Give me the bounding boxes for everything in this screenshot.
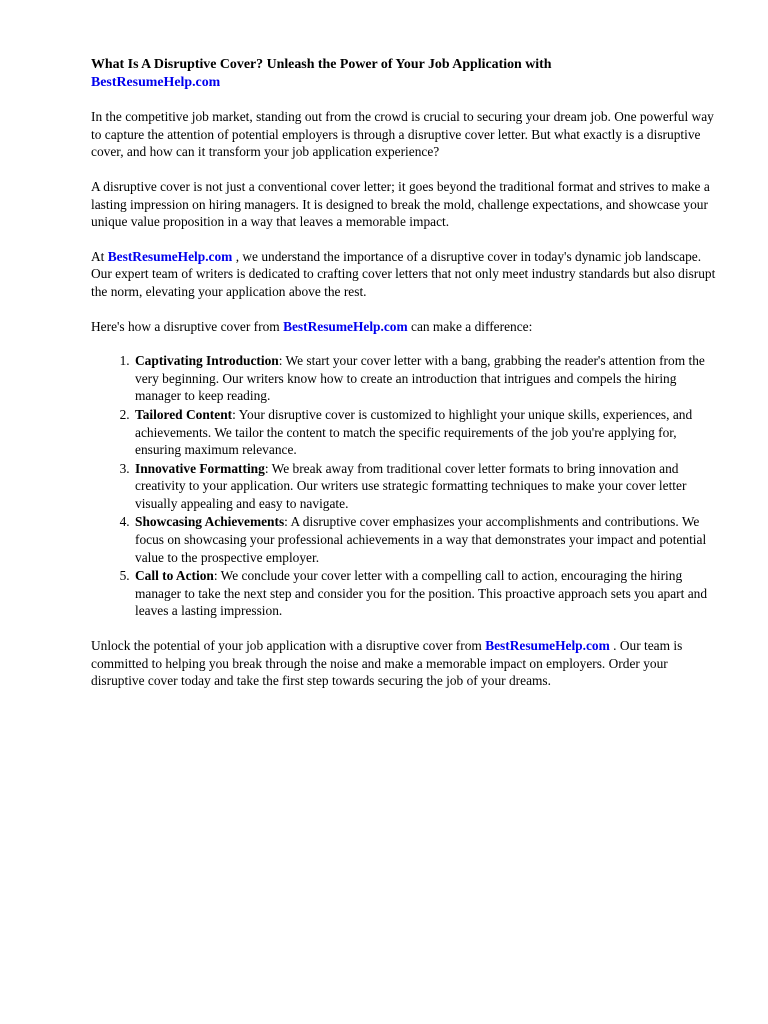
paragraph-about bbox=[91, 248, 719, 301]
paragraph-about-rest: , we understand the importance of a disruptive cover in today's dynamic job landscape. Our expert team of writers is dedicated to crafting cover letters that not only meet industry standards but also disrupt the norm, elevating your application above the rest. bbox=[91, 248, 716, 299]
list-item-showcasing-achievements bbox=[133, 513, 719, 566]
list-item-lead: Innovative Formatting bbox=[135, 460, 265, 476]
brand-link[interactable]: BestResumeHelp.com bbox=[283, 318, 408, 334]
list-item-body: : A disruptive cover emphasizes your accomplishments and contributions. We focus on showcasing your professional achievements in a way that demonstrates your impact and potential value to the prospective employer. bbox=[135, 514, 707, 565]
paragraph-closing bbox=[91, 637, 719, 690]
list-item-lead: Call to Action bbox=[135, 568, 214, 584]
paragraph-about-prefix: At bbox=[91, 248, 108, 264]
list-item-body: : We break away from traditional cover letter formats to bring innovation and creativity to your application. Our writers use strategic formatting techniques to make your cover letter visually appealing and easy to navigate. bbox=[135, 460, 687, 511]
feature-list bbox=[91, 352, 719, 620]
paragraph-list-lead-in bbox=[91, 318, 719, 336]
document-content bbox=[91, 56, 719, 690]
paragraph-closing-prefix: Unlock the potential of your job application with a disruptive cover from bbox=[91, 638, 486, 654]
list-item-body: : Your disruptive cover is customized to highlight your unique skills, experiences, and achievements. We tailor the content to match the specific requirements of the job you're applying for, ensuring maximum relevance. bbox=[135, 406, 693, 458]
brand-link[interactable]: BestResumeHelp.com bbox=[91, 74, 221, 90]
list-item-lead: Showcasing Achievements bbox=[135, 514, 285, 530]
list-item-lead: Captivating Introduction bbox=[135, 353, 279, 369]
list-item-captivating-introduction bbox=[133, 352, 719, 405]
page-title-text: What Is A Disruptive Cover? Unleash the Power of Your Job Application with bbox=[91, 57, 552, 72]
brand-link[interactable]: BestResumeHelp.com bbox=[485, 638, 610, 654]
page-title bbox=[91, 56, 719, 91]
paragraph-definition: A disruptive cover is not just a conventional cover letter; it goes beyond the traditional format and strives to make a lasting impression on hiring managers. It is designed to break the mold, challenge expectations, and showcase your unique value proposition in a way that leaves a memorable impact. bbox=[91, 178, 710, 230]
list-item-body: : We conclude your cover letter with a compelling call to action, encouraging the hiring manager to take the next step and consider you for the position. This proactive approach sets you apart and leaves a lasting impression. bbox=[135, 568, 708, 619]
list-item-tailored-content bbox=[133, 406, 719, 459]
list-item-lead: Tailored Content bbox=[135, 406, 233, 422]
list-item-body: : We start your cover letter with a bang, grabbing the reader's attention from the very beginning. Our writers know how to create an introduction that intrigues and compels the hiring manager to keep reading. bbox=[135, 353, 705, 404]
list-item-call-to-action bbox=[133, 567, 719, 620]
paragraph-closing-rest: . Our team is committed to helping you break through the noise and make a memorable impact on employers. Order your disruptive cover today and take the first step towards securing the job of your dreams. bbox=[91, 638, 683, 689]
list-item-innovative-formatting bbox=[133, 460, 719, 513]
brand-link[interactable]: BestResumeHelp.com bbox=[107, 248, 233, 264]
paragraph-list-lead-in-rest: can make a difference: bbox=[407, 318, 533, 334]
paragraph-intro: In the competitive job market, standing out from the crowd is crucial to securing your dream job. One powerful way to capture the attention of potential employers is through a disruptive cover letter. But what exactly is a disruptive cover, and how can it transform your job application experience? bbox=[91, 109, 714, 160]
paragraph-list-lead-in-prefix: Here's how a disruptive cover from bbox=[91, 318, 284, 334]
